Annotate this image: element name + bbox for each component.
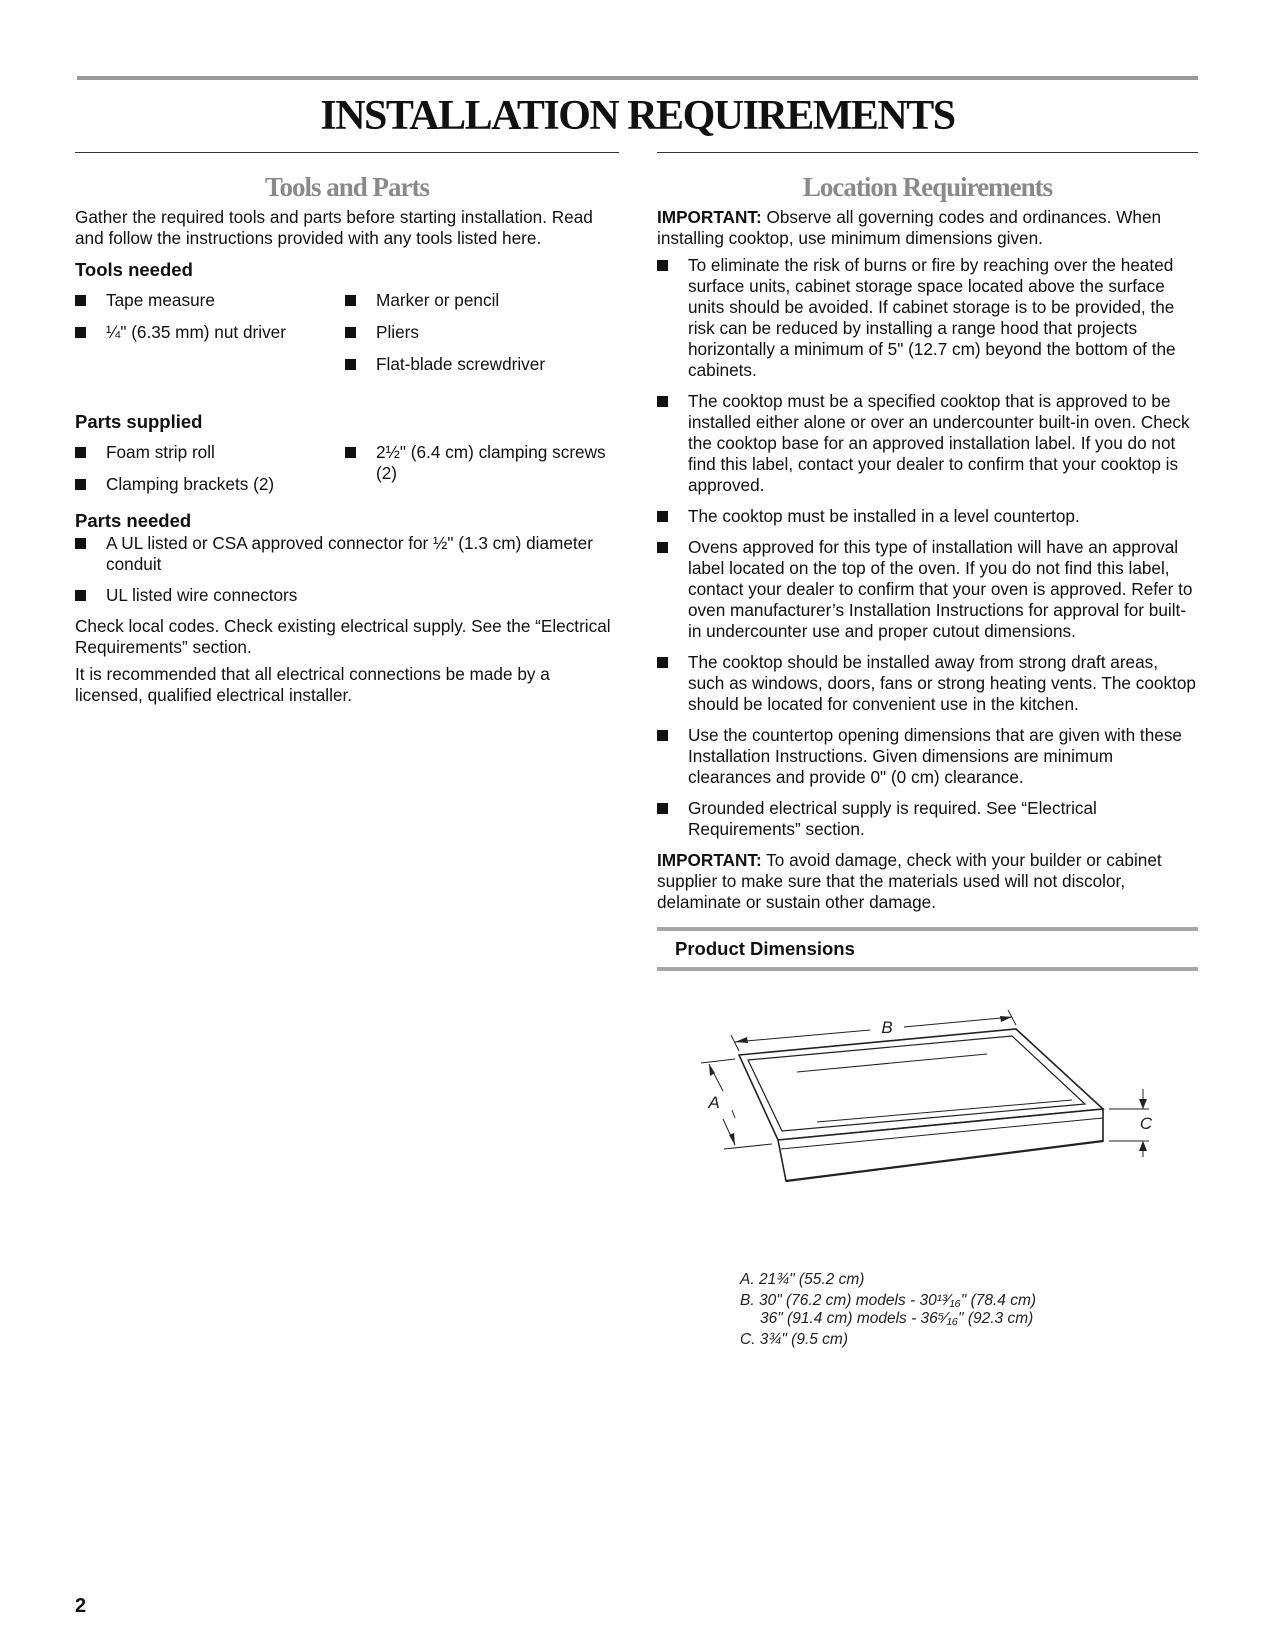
dimensions-caption (740, 1271, 1036, 1352)
dimension-a-label: A (708, 1093, 720, 1112)
tools-and-parts-title: Tools and Parts (264, 172, 430, 202)
tools-intro: Gather the required tools and parts before starting installation. Read and follow the instructions provided with any tools listed here. (75, 207, 593, 248)
dimension-b-arrow (1000, 1016, 1012, 1022)
glass-highlight (797, 1054, 987, 1072)
location-requirements-column (657, 152, 1198, 1195)
caption-a: A. 21¾" (55.2 cm) (740, 1271, 865, 1288)
important-note-2 (657, 850, 1198, 913)
dimension-c-label: C (1139, 1114, 1153, 1133)
list-item: Use the countertop opening dimensions that are given with these Installation Instructions. Given dimensions are minimum clearances and provide 0" (0 cm) clearance. (657, 725, 1198, 788)
caption-c: C. 3¾" (9.5 cm) (740, 1331, 849, 1348)
important-label: IMPORTANT: (657, 850, 762, 870)
check-codes-paragraph: Check local codes. Check existing electrical supply. See the “Electrical Requirements” section. (75, 616, 611, 657)
important-note-1 (657, 207, 1198, 249)
list-item: ¼" (6.35 mm) nut driver (75, 322, 345, 343)
list-item: Foam strip roll (75, 442, 345, 463)
location-requirements-list (657, 255, 1198, 840)
top-rule (77, 76, 1198, 80)
column-rule (75, 152, 619, 153)
parts-needed-list (75, 533, 619, 606)
dimension-a-extension (724, 1144, 772, 1149)
list-item: UL listed wire connectors (75, 585, 619, 606)
dimension-b-line (904, 1017, 1012, 1027)
list-item: A UL listed or CSA approved connector for ½" (1.3 cm) diameter conduit (75, 533, 619, 575)
location-requirements-title: Location Requirements (802, 172, 1053, 202)
important-text: To avoid damage, check with your builder or cabinet supplier to make sure that the materials used will not discolor, delaminate or sustain other damage. (657, 850, 1162, 912)
tools-and-parts-column (75, 152, 619, 712)
parts-supplied-heading: Parts supplied (75, 411, 203, 432)
list-item: The cooktop must be a specified cooktop that is approved to be installed either alone or over an undercounter built-in oven. Check the cooktop base for an approved installation label. If you do not find this label, contact your dealer to confirm that your cooktop is approved. (657, 391, 1198, 496)
cooktop-dimensions-diagram (657, 985, 1198, 1195)
important-text: Observe all governing codes and ordinances. When installing cooktop, use minimum dimensions given. (657, 207, 1162, 248)
list-item: 2½" (6.4 cm) clamping screws (2) (345, 442, 619, 484)
caption-b-36: 36" (91.4 cm) models - 36⁵⁄₁₆" (92.3 cm) (760, 1310, 1034, 1327)
list-item: Marker or pencil (345, 290, 619, 311)
dimension-c-arrow (1139, 1141, 1147, 1151)
product-dimensions-heading: Product Dimensions (657, 927, 1198, 971)
list-item: Ovens approved for this type of installation will have an approval label located on the top of the oven. If you do not find this label, contact your dealer to confirm that your oven is approved. Refer to oven manufacturer’s Installation Instructions for approval for built-in undercounter use and proper cutout dimensions. (657, 537, 1198, 642)
column-rule (657, 152, 1198, 153)
list-item: Tape measure (75, 290, 345, 311)
tools-needed-heading: Tools needed (75, 259, 193, 280)
electrician-paragraph: It is recommended that all electrical connections be made by a licensed, qualified electrical installer. (75, 664, 550, 705)
dimension-c-arrow (1139, 1099, 1147, 1109)
dimension-a-arrow (729, 1133, 735, 1145)
dimension-b-line (735, 1030, 870, 1042)
list-item: To eliminate the risk of burns or fire by reaching over the heated surface units, cabinet storage space located above the surface units should be avoided. If cabinet storage is to be provided, the risk can be reduced by installing a range hood that projects horizontally a minimum of 5" (12.7 cm) beyond the bottom of the cabinets. (657, 255, 1198, 381)
tools-needed-list (75, 290, 619, 386)
dimension-a-line (732, 1110, 735, 1118)
caption-b: B. 30" (76.2 cm) models - 30¹³⁄₁₆" (78.4 cm) (740, 1292, 1037, 1309)
list-item: Flat-blade screwdriver (345, 354, 619, 375)
dimension-b-label: B (881, 1018, 893, 1037)
page-number: 2 (75, 1595, 87, 1617)
important-label: IMPORTANT: (657, 207, 762, 227)
list-item: Pliers (345, 322, 619, 343)
parts-supplied-list (75, 442, 619, 506)
dimension-b-extension (731, 1035, 739, 1051)
list-item: The cooktop must be installed in a level countertop. (657, 506, 1198, 527)
list-item: The cooktop should be installed away from strong draft areas, such as windows, doors, fans or strong heating vents. The cooktop should be located for convenient use in the kitchen. (657, 652, 1198, 715)
page-title: INSTALLATION REQUIREMENTS (320, 93, 955, 139)
list-item: Grounded electrical supply is required. See “Electrical Requirements” section. (657, 798, 1198, 840)
parts-needed-heading: Parts needed (75, 510, 192, 531)
list-item: Clamping brackets (2) (75, 474, 345, 495)
dimension-a-extension (701, 1059, 735, 1063)
dimension-b-arrow (735, 1037, 748, 1043)
